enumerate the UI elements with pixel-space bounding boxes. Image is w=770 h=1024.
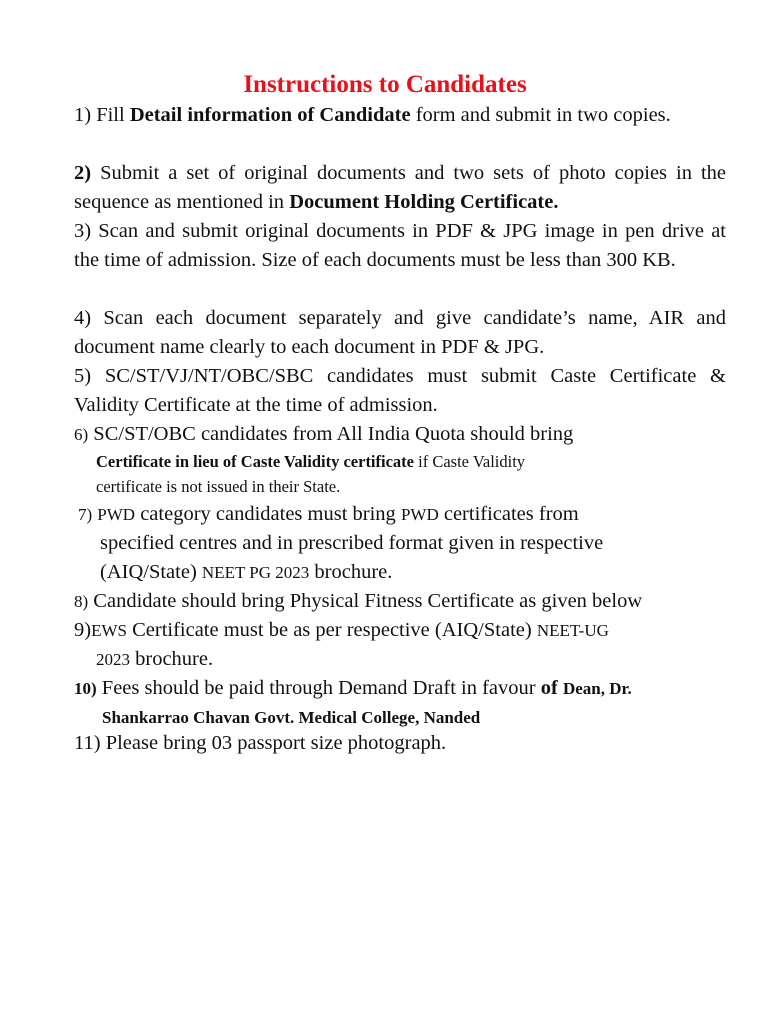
instruction-item-2: 2) Submit a set of original documents and two sets of photo copies in the sequence as mentioned in Document Holding Certificate. [74,162,727,213]
instruction-item-10: 10) Fees should be paid through Demand Draft in favour of Dean, Dr. Shankarrao Chavan Govt. Medical College, Nanded [74,677,632,727]
page-title: Instructions to Candidates [243,71,527,98]
instruction-item-1: 1) Fill Detail information of Candidate form and submit in two copies. [74,104,671,126]
instruction-item-6: 6) SC/ST/OBC candidates from All India Quota should bring Certificate in lieu of Caste Validity certificate if Caste Validity certificate is not issued in their State. [74,423,574,496]
instruction-item-4: 4) Scan each document separately and give candidate’s name, AIR and document name clearly to each document in PDF & JPG. [74,307,726,358]
instruction-item-8: 8) Candidate should bring Physical Fitness Certificate as given below [74,590,643,612]
instruction-item-11: 11) Please bring 03 passport size photograph. [74,732,447,754]
instruction-item-7: 7) PWD category candidates must bring PWD certificates from specified centres and in prescribed format given in respective (AIQ/State) NEET PG 2023 brochure. [78,503,604,583]
instruction-item-9: 9)EWS Certificate must be as per respective (AIQ/State) NEET-UG 2023 brochure. [74,619,609,670]
instruction-item-3: 3) Scan and submit original documents in PDF & JPG image in pen drive at the time of admission. Size of each documents must be less than 300 KB. [74,220,726,271]
instruction-item-5: 5) SC/ST/VJ/NT/OBC/SBC candidates must submit Caste Certificate & Validity Certificate at the time of admission. [74,365,726,416]
